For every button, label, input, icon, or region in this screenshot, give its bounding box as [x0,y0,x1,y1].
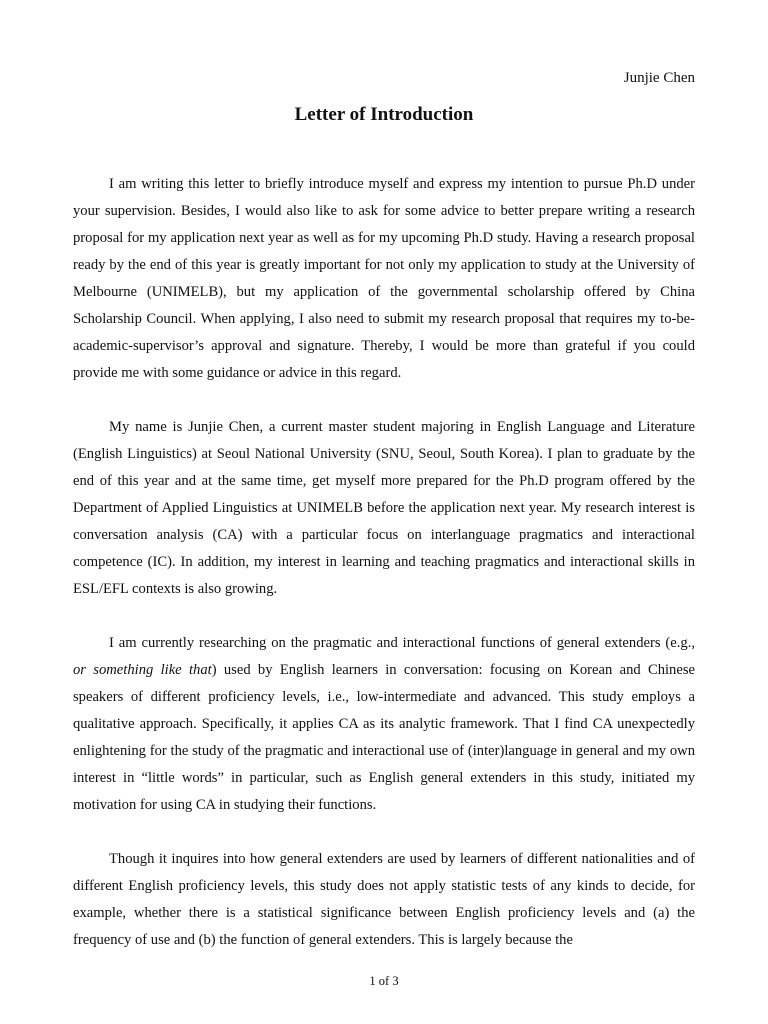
paragraph-research-start: I am currently researching on the pragmatic and interactional functions of general extenders (e.g., [109,635,695,651]
paragraph-method: Though it inquires into how general extenders are used by learners of different nationalities and of different English proficiency levels, this study does not apply statistic tests of any kinds to decide, for example, whether there is a statistical significance between English proficiency levels and (a) the frequency of use and (b) the function of general extenders. This is largely because the [73,851,695,948]
letter-body [73,171,695,954]
example-phrase: or something like that [73,662,212,678]
paragraph-background: My name is Junjie Chen, a current master student majoring in English Language and Literature (English Linguistics) at Seoul National University (SNU, Seoul, South Korea). I plan to graduate by the end of this year and at the same time, get myself more prepared for the Ph.D program offered by the Department of Applied Linguistics at UNIMELB before the application next year. My research interest is conversation analysis (CA) with a particular focus on interlanguage pragmatics and interactional competence (IC). In addition, my interest in learning and teaching pragmatics and interactional skills in ESL/EFL contexts is also growing. [73,419,695,597]
paragraph-research [73,630,695,819]
author-name: Junjie Chen [623,70,695,86]
document-title: Letter of Introduction [294,104,474,125]
paragraph-research-end: ) used by English learners in conversation: focusing on Korean and Chinese speakers of different proficiency levels, i.e., low-intermediate and advanced. This study employs a qualitative approach. Specifically, it applies CA as its analytic framework. That I find CA unexpectedly enlightening for the study of the pragmatic and interactional use of (inter)language in general and my own interest in “little words” in particular, such as English general extenders in this study, initiated my motivation for using CA in studying their functions. [73,662,695,813]
paragraph-intro: I am writing this letter to briefly introduce myself and express my intention to pursue Ph.D under your supervision. Besides, I would also like to ask for some advice to better prepare writing a research proposal for my application next year as well as for my upcoming Ph.D study. Having a research proposal ready by the end of this year is greatly important for not only my application to study at the University of Melbourne (UNIMELB), but my application of the governmental scholarship offered by China Scholarship Council. When applying, I also need to submit my research proposal that requires my to-be-academic-supervisor’s approval and signature. Thereby, I would be more than grateful if you could provide me with some guidance or advice in this regard. [73,176,695,381]
page-number: 1 of 3 [369,974,399,988]
